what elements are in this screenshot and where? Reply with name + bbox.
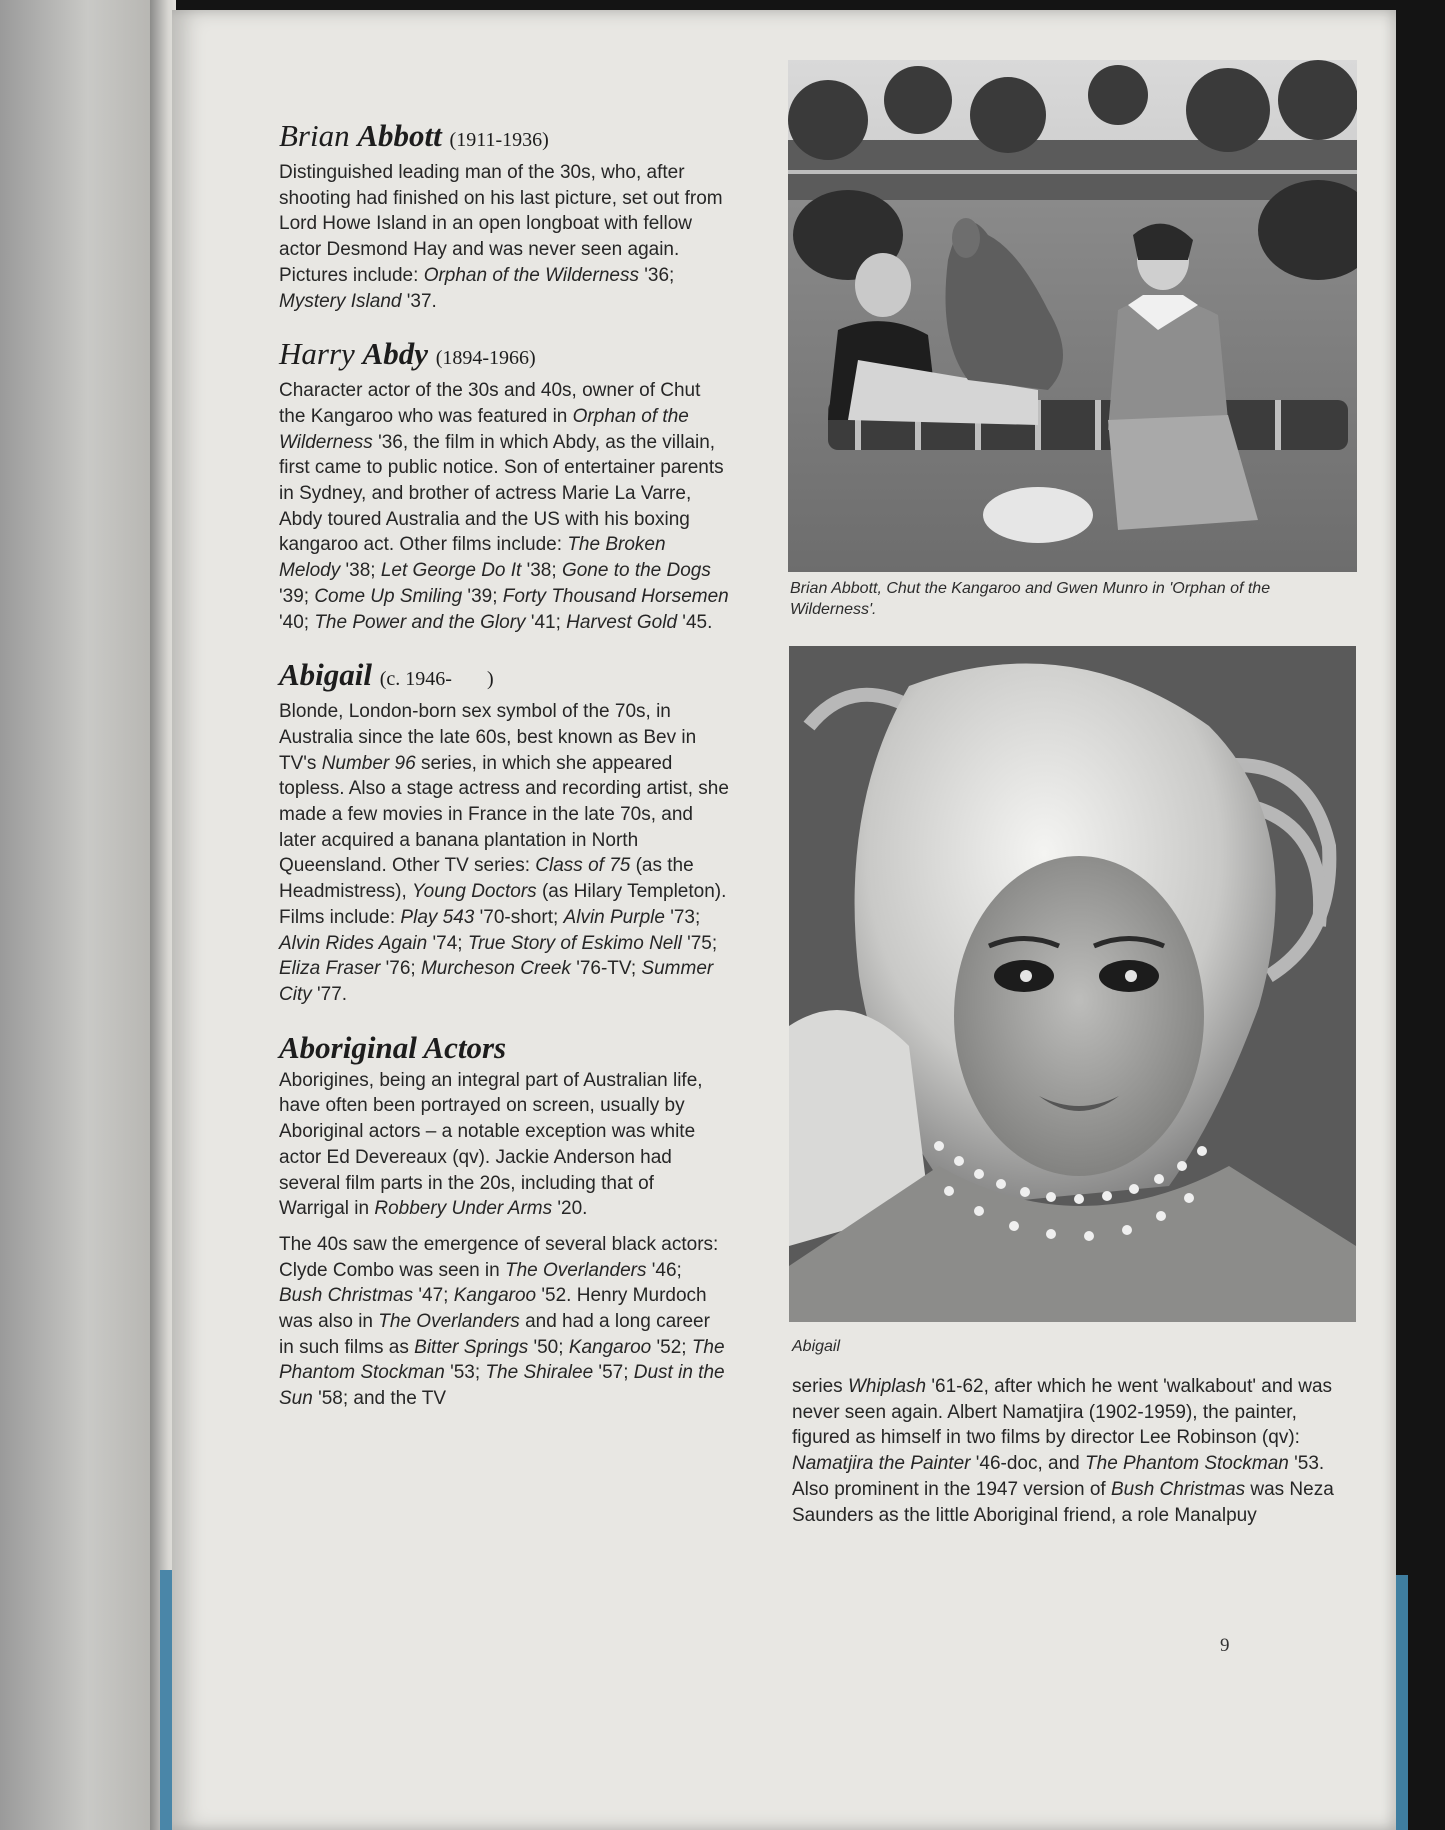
entry-dates: (1911-1936) xyxy=(449,129,549,151)
entry-dates: (1894-1966) xyxy=(435,347,536,370)
entry-body: Blonde, London-born sex symbol of the 70s, in Australia since the late 60s, best known as Bev in TV's Number 96 series, in which she appeared topless. Also a stage actress and recording artist, she made a few movies in France in the late 70s, and later acquired a banana plantation in North Queensland. Other TV series: Class of 75 (as the Headmistress), Young Doctors (as Hilary Templeton). Films include: Play 543 '70-short; Alvin Purple '73; Alvin Rides Again '74; True Story of Eskimo Nell '75; Eliza Fraser '76; Murcheson Creek '76-TV; Summer City '77. xyxy=(279,701,729,1005)
entry-dates: (c. 1946- ) xyxy=(379,668,494,691)
page-number: 9 xyxy=(1220,1635,1230,1656)
photo-caption: Brian Abbott, Chut the Kangaroo and Gwen Munro in 'Orphan of the Wilderness'. xyxy=(790,580,1271,618)
entry-aboriginal-actors xyxy=(279,1030,729,1412)
entry-title xyxy=(279,657,729,697)
entry-surname: Abigail xyxy=(279,657,373,693)
continuation-text: series Whiplash '61-62, after which he went 'walkabout' and was never seen again. Albert Namatjira (1902-1959), the painter, figured as himself in two films by director Lee Robinson (qv): Namatjira the Painter '46-doc, and The Phantom Stockman '53. Also prominent in the 1947 version of Bush Christmas was Neza Saunders as the little Aboriginal friend, a role Manalpuy xyxy=(792,1376,1334,1526)
photo-abigail-portrait xyxy=(789,646,1356,1322)
entry-brian-abbott xyxy=(279,118,729,314)
facing-page xyxy=(0,0,160,1830)
entry-body: Aborigines, being an integral part of Australian life, have often been portrayed on screen, usually by Aboriginal actors – a notable exception was white actor Ed Devereaux (qv). Jackie Anderson had several film parts in the 20s, including that of Warrigal in Robbery Under Arms '20. xyxy=(279,1069,703,1220)
entry-title xyxy=(279,1030,729,1066)
entry-title xyxy=(279,118,729,158)
entry-harry-abdy xyxy=(279,336,729,635)
entry-title xyxy=(279,336,729,376)
photo-caption: Abigail xyxy=(792,1338,841,1355)
entry-abigail xyxy=(279,657,729,1007)
entry-surname: Abbott xyxy=(357,118,442,153)
entry-body-paragraph-2: The 40s saw the emergence of several black actors: Clyde Combo was seen in The Overlanders '46; Bush Christmas '47; Kangaroo '52. Henry Murdoch was also in The Overlanders and had a long career in such films as Bitter Springs '50; Kangaroo '52; The Phantom Stockman '53; The Shiralee '57; Dust in the Sun '58; and the TV xyxy=(279,1233,725,1410)
right-column-continuation xyxy=(792,1374,1352,1528)
entry-body: Character actor of the 30s and 40s, owner of Chut the Kangaroo who was featured in Orphan of the Wilderness '36, the film in which Abdy, as the villain, first came to public notice. Son of entertainer parents in Sydney, and brother of actress Marie La Varre, Abdy toured Australia and the US with his boxing kangaroo act. Other films include: The Broken Melody '38; Let George Do It '38; Gone to the Dogs '39; Come Up Smiling '39; Forty Thousand Horsemen '40; The Power and the Glory '41; Harvest Gold '45. xyxy=(279,380,729,633)
photo-orphan-of-the-wilderness xyxy=(788,60,1357,572)
entry-heading: Aboriginal Actors xyxy=(279,1029,507,1065)
left-column xyxy=(279,118,729,1434)
entry-first-name: Harry xyxy=(279,336,355,372)
entry-surname: Abdy xyxy=(362,336,428,372)
entry-body: Distinguished leading man of the 30s, who, after shooting had finished on his last picture, set out from Lord Howe Island in an open longboat with fellow actor Desmond Hay and was never seen again. Pictures include: Orphan of the Wilderness '36; Mystery Island '37. xyxy=(279,162,723,312)
book-page xyxy=(172,10,1396,1830)
entry-first-name: Brian xyxy=(279,118,350,153)
